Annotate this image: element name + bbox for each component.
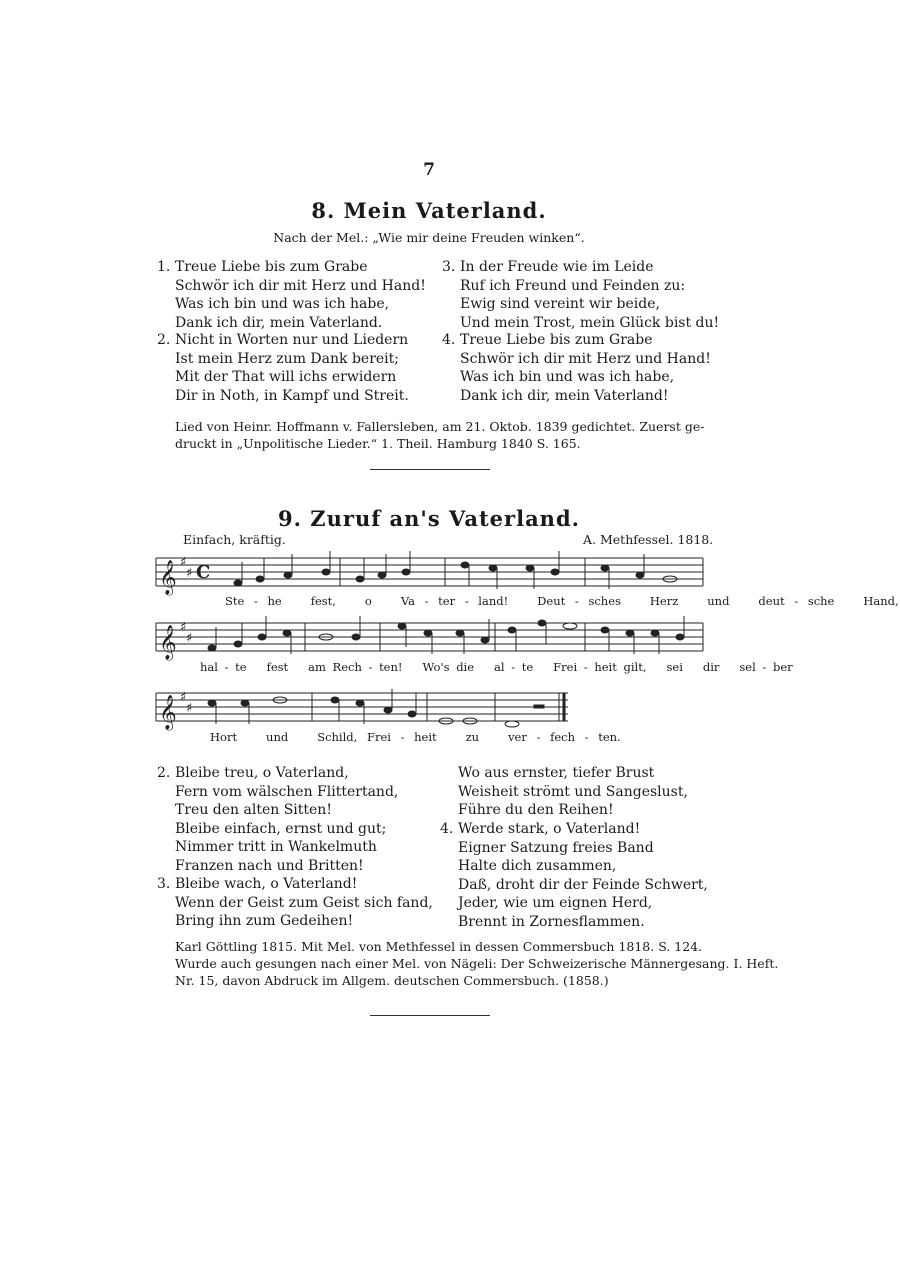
music-score [150,548,710,748]
song-9-footnote: Karl Göttling 1815. Mit Mel. von Methfessel in dessen Commersbuch 1818. S. 124. Wurde auch gesungen nach einer Mel. von Nägeli: Der Schweizerische Männergesang. I. Heft. Nr. 15, davon Abdruck im Allgem. deutschen Commersbuch. (1858.) [175,939,779,988]
song-8-stanza-2: 2. Nicht in Worten nur und Liedern Ist mein Herz zum Dank bereit; Mit der That will ichs erwidern Dir in Noth, in Kampf und Streit. [157,332,409,404]
treble-clef-3: 𝄞 [159,695,177,730]
song-8-stanza-1: 1. Treue Liebe bis zum Grabe Schwör ich dir mit Herz und Hand! Was ich bin und was ich habe, Dank ich dir, mein Vaterland. [157,259,426,331]
section-divider [370,469,490,470]
composer-credit: A. Methfessel. 1818. [583,532,714,547]
section-divider-bottom [370,1015,490,1016]
song-8-stanza-4: 4. Treue Liebe bis zum Grabe Schwör ich dir mit Herz und Hand! Was ich bin und was ich habe, Dank ich dir, mein Vaterland! [442,332,711,404]
song-8-title: 8. Mein Vaterland. [311,198,547,223]
svg-text:♯: ♯ [186,701,193,716]
common-time: C [196,562,211,583]
svg-text:♯: ♯ [186,566,193,581]
svg-text:♯: ♯ [180,620,187,635]
svg-text:♯: ♯ [180,555,187,570]
song-8-footnote: Lied von Heinr. Hoffmann v. Fallersleben, am 21. Oktob. 1839 gedichtet. Zuerst ge- druckt in „Unpolitische Lieder.“ 1. Theil. Hamburg 1840 S. 165. [175,419,705,451]
song-9-title: 9. Zuruf an's Vaterland. [278,506,580,531]
song-8-stanza-3: 3. In der Freude wie im Leide Ruf ich Freund und Feinden zu: Ewig sind vereint wir beide, Und mein Trost, mein Glück bist du! [442,259,720,331]
treble-clef-2: 𝄞 [159,625,177,660]
staff-3 [156,693,568,721]
lyrics-line-2: hal - te fest am Rech - ten! Wo's die al - te Frei - heit gilt, sei dir sel - ber [200,660,793,674]
treble-clef-1: 𝄞 [159,560,177,595]
page-number: 7 [423,160,435,180]
lyrics-line-1: Ste - he fest, o Va - ter - land! Deut - sches Herz und deut - sche Hand, [225,594,899,608]
svg-text:♯: ♯ [180,690,187,705]
song-9-stanza-3: 3. Bleibe wach, o Vaterland! Wenn der Geist zum Geist sich fand, Bring ihn zum Gedeihen! [157,876,433,929]
lyrics-line-3: Hort und Schild, Frei - heit zu ver - fech - ten. [210,730,621,744]
song-9-stanza-4: 4. Werde stark, o Vaterland! Eigner Satzung freies Band Halte dich zusammen, Daß, droht dir der Feinde Schwert, Jeder, wie um eignen Herd, Brennt in Zornesflammen. [440,821,708,930]
tempo-marking: Einfach, kräftig. [183,532,286,547]
svg-text:♯: ♯ [186,631,193,646]
song-8-melody-note: Nach der Mel.: „Wie mir deine Freuden winken“. [273,230,585,245]
song-9-stanza-3-continued: Wo aus ernster, tiefer Brust Weisheit strömt und Sangeslust, Führe du den Reihen! [458,765,688,818]
song-9-stanza-2: 2. Bleibe treu, o Vaterland, Fern vom wälschen Flittertand, Treu den alten Sitten! Bleibe einfach, ernst und gut; Nimmer tritt in Wankelmuth Franzen nach und Britten! [157,765,399,874]
